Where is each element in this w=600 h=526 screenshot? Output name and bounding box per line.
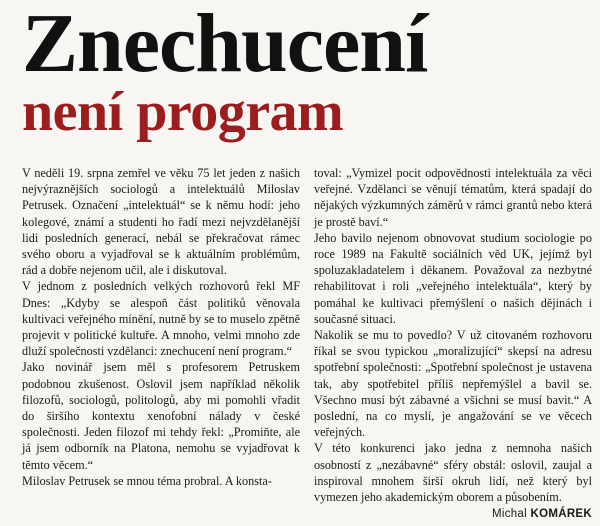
paragraph: Miloslav Petrusek se mnou téma probral. A konsta- [22, 473, 272, 488]
column-left [22, 165, 300, 520]
article-body [22, 165, 592, 520]
author-first-name: Michal [491, 508, 527, 521]
paragraph: Nakolik se mu to povedlo? V už citovaném rozhovoru říkal se svou typickou „moralizující“ skepsí na adresu spotřební společnosti: „Spotřební společnost je ustavena tak, aby spotřebitel příliš nepřemýšlel a bavil se. Všechno musí být zábavné a všichni se musí bavit.“ A poslední, na co myslí, je angažování se ve věcech veřejných. [314, 328, 592, 440]
paragraph: Jako novinář jsem měl s profesorem Petruskem podobnou zkušenost. Oslovil jsem například několik filozofů, sociologů, politologů, aby mi pomohli vřadit do širšího kontextu xenofobní nálady v české společnosti. Jeden filozof mi tehdy řekl: „Promiňte, ale já jsem odborník na Platona, nemohu se vyjadřovat k těmto věcem.“ [22, 360, 300, 472]
paragraph: V této konkurenci jako jedna z nemnoha našich osobností z „nezábavné“ sféry obstál: oslovil, zaujal a inspiroval mnohem širší okruh lidí, než který byl vymezen jeho akademickým oborem a působením. [314, 441, 592, 505]
paragraph: Jeho bavilo nejenom obnovovat studium sociologie po roce 1989 na Fakultě sociálních věd UK, jejímž byl spoluzakladatelem i děkanem. Považoval za nezbytné rehabilitovat i roli „veřejného intelektuála“, který by pomáhal ke kultivaci přemýšlení o našich dějinách i současné situaci. [314, 230, 592, 326]
paragraph: toval: „Vymizel pocit odpovědnosti intelektuála za věci veřejné. Vzdělanci se věnují tématům, která spadají do nějakých výzkumných záměrů v rámci grantů nebo která je prostě baví.“ [314, 166, 592, 229]
paragraph: V neděli 19. srpna zemřel ve věku 75 let jeden z našich nejvýraznějších sociologů a intelektuálů Miloslav Petrusek. Označení „intelektuál“ se k němu hodí: jeho kolegové, známí a studenti ho řadí mezi nejvzdělanější lidi posledních generací, nebál se překračovat rámec svého oboru a vyjadřoval se k aktuálním problémům, rád a dobře nejenom učil, ale i diskutoval. [22, 166, 300, 278]
paragraph: V jednom z posledních velkých rozhovorů řekl MF Dnes: „Kdyby se alespoň část politiků věnovala kultivaci veřejného mínění, nutně by se to muselo zpětně projevit v politické kultuře. A mnoho, velmi mnoho zde dluží společnosti vzdělanci: znechucení není program.“ [22, 279, 300, 359]
headline [22, 0, 592, 143]
author-byline [314, 506, 592, 522]
author-surname: KOMÁREK [530, 508, 592, 521]
column-right [314, 165, 592, 520]
headline-line-2: není program [22, 81, 344, 143]
headline-line-1: Znechucení [22, 0, 428, 90]
